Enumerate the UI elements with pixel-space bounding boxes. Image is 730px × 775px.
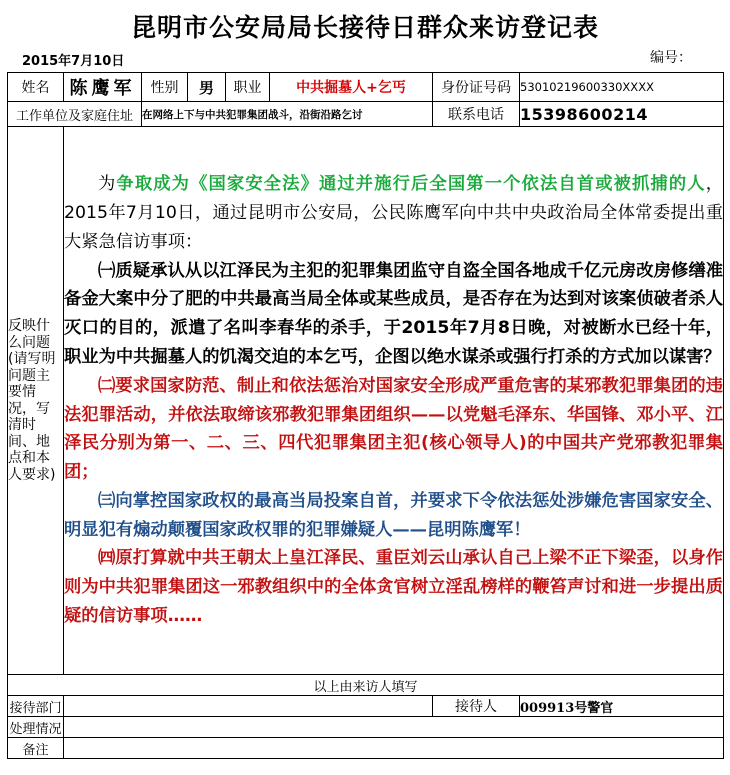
address-label: 工作单位及家庭住址 — [8, 102, 142, 127]
name-value[interactable]: 陈鹰军 — [64, 73, 142, 102]
receiver-label: 接待人 — [433, 696, 520, 717]
dept-value[interactable] — [64, 696, 433, 717]
job-label: 职业 — [226, 73, 270, 102]
phone-label: 联系电话 — [433, 102, 520, 127]
intro-text-c: ，2015年7月10日，通过昆明市公安局，公民陈鹰军向中共中央政治局全体常委提出重大紧急信访事项： — [64, 174, 723, 252]
address-value[interactable]: 在网络上下与中共犯罪集团战斗，沿街沿路乞讨 — [142, 102, 433, 127]
handling-value[interactable] — [64, 717, 724, 738]
form-title: 昆明市公安局局长接待日群众来访登记表 — [130, 13, 599, 42]
remark-value[interactable] — [64, 738, 724, 759]
handling-label: 处理情况 — [8, 717, 64, 738]
petition-item-4: ㈣原打算就中共王朝太上皇江泽民、重臣刘云山承认自己上梁不正下梁歪，以身作则为中共犯罪集团这一邪教组织中的全体贪官树立淫乱榜样的鞭笞声讨和进一步提出质疑的信访事项…… — [64, 548, 723, 627]
job-value[interactable]: 中共掘墓人+乞丐 — [270, 73, 433, 102]
id-number-value[interactable]: 53010219600330XXXX — [520, 73, 724, 102]
registration-form — [7, 72, 724, 759]
petition-item-2: ㈡要求国家防范、制止和依法惩治对国家安全形成严重危害的某邪教犯罪集团的违法犯罪活动，并依法取缔该邪教犯罪集团组织——以党魁毛泽东、华国锋、邓小平、江泽民分别为第一、二、三、四代犯罪集团主犯(核心领导人)的中国共产党邪教犯罪集团； — [64, 375, 723, 483]
id-number-label: 身份证号码 — [433, 73, 520, 102]
intro-text-a: 为 — [98, 174, 117, 195]
petition-intro — [64, 170, 723, 256]
petition-item-3: ㈢向掌控国家政权的最高当局投案自首，并要求下令依法惩处涉嫌危害国家安全、明显犯有煽动颠覆国家政权罪的犯罪嫌疑人——昆明陈鹰军！ — [64, 490, 723, 540]
serial-number-label: 编号： — [650, 50, 692, 66]
petition-item-1: ㈠质疑承认从以江泽民为主犯的犯罪集团监守自盗全国各地成千亿元房改房修缮准备金大案中分了肥的中共最高当局全体或某些成员，是否存在为达到对该案侦破者杀人灭口的目的，派遣了名叫李春华的杀手，于2015年7月8日晚，对被断水已经十年，职业为中共掘墓人的饥渴交迫的本乞丐，企图以绝水谋杀或强行打杀的方式加以谋害？ — [64, 260, 723, 367]
form-date: 2015年7月10日 — [22, 54, 125, 69]
issue-label: 反映什么问题(请写明问题主要情况，写清时间、地点和本人要求) — [8, 127, 64, 675]
phone-value[interactable]: 15398600214 — [520, 102, 724, 127]
name-label: 姓名 — [8, 73, 64, 102]
gender-value[interactable]: 男 — [188, 73, 226, 102]
remark-label: 备注 — [8, 738, 64, 759]
receiver-value[interactable]: 009913号警官 — [520, 696, 724, 717]
petition-content[interactable] — [64, 127, 724, 675]
footer-note: 以上由来访人填写 — [8, 675, 724, 696]
dept-label: 接待部门 — [8, 696, 64, 717]
intro-highlight: 争取成为《国家安全法》通过并施行后全国第一个依法自首或被抓捕的人 — [116, 174, 706, 195]
gender-label: 性别 — [142, 73, 188, 102]
